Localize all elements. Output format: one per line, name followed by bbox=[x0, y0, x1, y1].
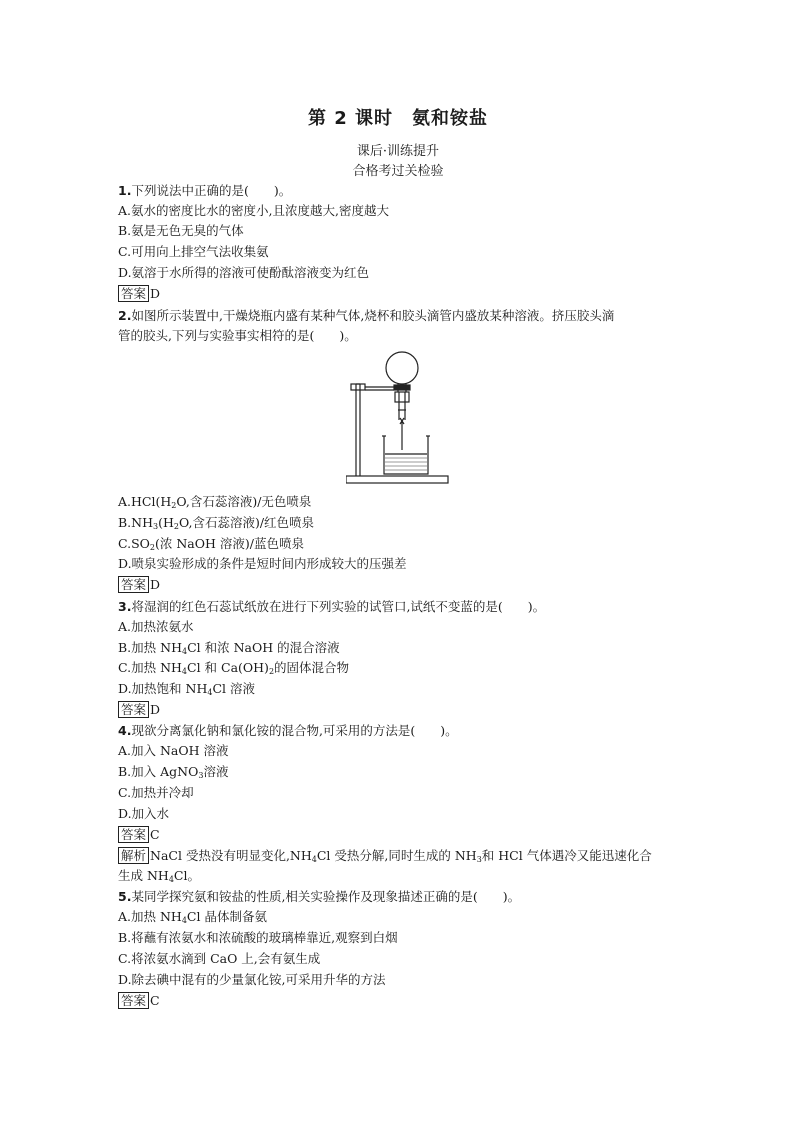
q5-option-d: D.除去碘中混有的少量氯化铵,可采用升华的方法 bbox=[118, 972, 386, 987]
q2-option-c: $C.SO_2$(浓 NaOH 溶液)/蓝色喷泉 bbox=[118, 536, 304, 552]
q5-stem: 5.某同学探究氨和铵盐的性质,相关实验操作及现象描述正确的是( )。 bbox=[118, 889, 521, 904]
q2-option-a: $A.HCl(H_2O$,含石蕊溶液)/无色喷泉 bbox=[118, 494, 312, 510]
q1-option-c: C.可用向上排空气法收集氨 bbox=[118, 244, 269, 259]
q1-stem: 1.下列说法中正确的是( )。 bbox=[118, 183, 292, 198]
q2-answer: 答案 D bbox=[118, 576, 160, 594]
q4-stem: 4.现欲分离氯化钠和氯化铵的混合物,可采用的方法是( )。 bbox=[118, 723, 458, 738]
q2-stem-line2: 管的胶头,下列与实验事实相符的是( )。 bbox=[118, 328, 357, 343]
q4-option-c: C.加热并冷却 bbox=[118, 785, 194, 800]
q4-option-a: A.加入 NaOH 溶液 bbox=[118, 743, 229, 758]
subsection-heading: 合格考过关检验 bbox=[352, 164, 444, 179]
q5-option-a: A.加热 $NH_4Cl$ 晶体制备氨 bbox=[118, 909, 267, 925]
q3-option-b: B.加热 $NH_4Cl$ 和浓 NaOH 的混合溶液 bbox=[118, 640, 340, 656]
q5-option-b: B.将蘸有浓氨水和浓硫酸的玻璃棒靠近,观察到白烟 bbox=[118, 930, 398, 945]
q1-answer: 答案 D bbox=[118, 285, 160, 303]
q4-analysis-line2: 生成 $NH_4Cl$。 bbox=[118, 868, 200, 884]
q3-option-d: D.加热饱和 $NH_4Cl$ 溶液 bbox=[118, 681, 256, 697]
q5-answer: 答案 C bbox=[118, 992, 160, 1010]
q2-option-b: $B.NH_3(H_2O$,含石蕊溶液)/红色喷泉 bbox=[118, 515, 315, 531]
q1-option-b: B.氨是无色无臭的气体 bbox=[118, 223, 244, 238]
q2-stem-line1: 2.如图所示装置中,干燥烧瓶内盛有某种气体,烧杯和胶头滴管内盛放某种溶液。挤压胶头滴 bbox=[118, 308, 615, 323]
page-title: 第 2 课时 氨和铵盐 bbox=[307, 108, 489, 129]
q4-answer: 答案 C bbox=[118, 826, 160, 844]
q4-option-d: D.加入水 bbox=[118, 806, 170, 821]
q4-analysis-line1: 解析 NaCl 受热没有明显变化$,NH_4Cl$ 受热分解,同时生成的 $NH_3$和 HCl 气体遇冷又能迅速化合 bbox=[118, 847, 652, 869]
section-heading: 课后·训练提升 bbox=[356, 144, 440, 159]
q1-option-d: D.氨溶于水所得的溶液可使酚酞溶液变为红色 bbox=[118, 265, 370, 280]
q5-option-c: C.将浓氨水滴到 CaO 上,会有氨生成 bbox=[118, 951, 321, 966]
fountain-apparatus-figure bbox=[346, 350, 456, 485]
q2-option-d: D.喷泉实验形成的条件是短时间内形成较大的压强差 bbox=[118, 556, 407, 571]
q1-option-a: A.氨水的密度比水的密度小,且浓度越大,密度越大 bbox=[118, 203, 389, 218]
q3-answer: 答案 D bbox=[118, 701, 160, 719]
q4-option-b: B.加入 AgNO$_3$溶液 bbox=[118, 764, 229, 780]
q3-option-a: A.加热浓氨水 bbox=[118, 619, 194, 634]
q3-stem: 3.将湿润的红色石蕊试纸放在进行下列实验的试管口,试纸不变蓝的是( )。 bbox=[118, 599, 546, 614]
q3-option-c: C.加热 $NH_4Cl$ 和 $Ca(OH)_2$的固体混合物 bbox=[118, 660, 350, 676]
